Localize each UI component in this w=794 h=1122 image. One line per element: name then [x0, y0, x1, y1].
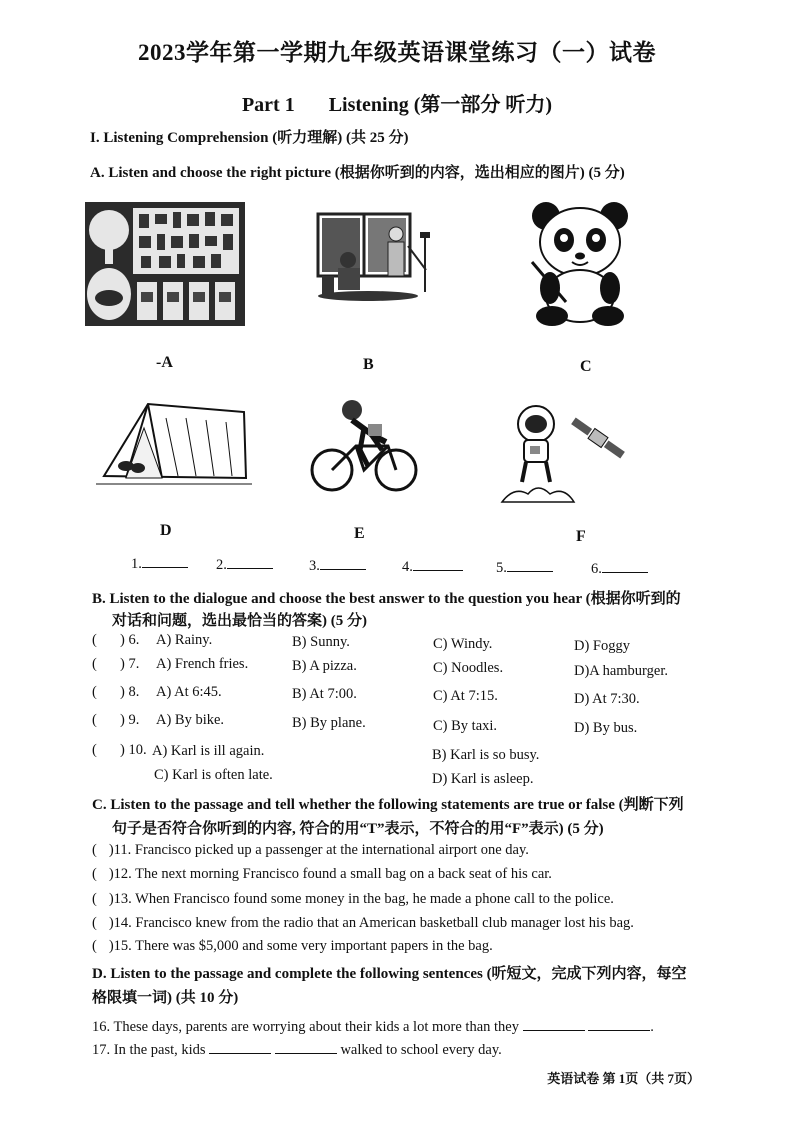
option-c: C) Noodles.	[433, 660, 504, 676]
sentence-17	[92, 1039, 502, 1059]
section-a-heading: A. Listen and choose the right picture (根据你听到的内容，选出相应的图片) (5 分)	[90, 165, 625, 181]
answer-blank-4[interactable]	[402, 556, 463, 576]
picture-d-tent	[96, 398, 252, 488]
statement-text: )12. The next morning Francisco found a small bag on a back seat of his car.	[108, 866, 552, 882]
sentence-text: walked to school every day.	[340, 1042, 502, 1058]
option-b: B) At 7:00.	[292, 686, 357, 702]
answer-blank-6[interactable]	[591, 558, 648, 578]
sentence-text: 17. In the past, kids	[92, 1042, 206, 1058]
answer-paren[interactable]: (	[92, 712, 97, 728]
option-a: A) Rainy.	[156, 632, 213, 648]
tf-statement-15[interactable]	[92, 938, 493, 955]
picture-label-e: E	[354, 525, 365, 542]
picture-c-panda	[526, 198, 636, 328]
option-c: C) Karl is often late.	[154, 767, 273, 783]
section-c-heading-line1: C. Listen to the passage and tell whether the following statements are true or false (判断下列	[92, 797, 684, 813]
answer-paren[interactable]: (	[92, 684, 97, 700]
question-number: ) 9.	[120, 712, 140, 728]
blank-number: 2.	[216, 557, 227, 573]
option-d: D) At 7:30.	[574, 691, 640, 707]
option-a: A) By bike.	[156, 712, 225, 728]
option-c: C) At 7:15.	[433, 688, 498, 704]
answer-paren[interactable]: (	[92, 632, 97, 648]
answer-blank-3[interactable]	[309, 555, 366, 575]
picture-label-b: B	[363, 356, 374, 373]
blank-number: 4.	[402, 559, 413, 575]
fill-blank-17a[interactable]	[209, 1039, 271, 1054]
part-name: Part 1	[241, 94, 295, 116]
statement-text: )11. Francisco picked up a passenger at the international airport one day.	[108, 842, 529, 858]
option-b: B) Sunny.	[292, 634, 350, 650]
section-1-heading: I. Listening Comprehension (听力理解) (共 25 分)	[90, 130, 409, 146]
blank-number: 6.	[591, 561, 602, 577]
option-d: D) Foggy	[574, 638, 630, 654]
picture-label-f: F	[576, 528, 586, 545]
option-d: D)A hamburger.	[574, 663, 668, 679]
part-heading	[0, 88, 794, 117]
section-d-heading-line2: 格限填一词) (共 10 分)	[92, 990, 239, 1006]
blank-number: 5.	[496, 560, 507, 576]
picture-b-cleaning	[308, 210, 440, 302]
part-label: Listening (第一部分 听力)	[328, 94, 553, 116]
fill-blank-16b[interactable]	[588, 1016, 650, 1031]
picture-label-c: C	[580, 358, 592, 375]
answer-paren[interactable]: (	[92, 742, 97, 758]
page-footer: 英语试卷 第 1页（共 7页）	[547, 1071, 700, 1086]
answer-paren[interactable]: (	[92, 938, 97, 954]
statement-text: )13. When Francisco found some money in the bag, he made a phone call to the police.	[108, 891, 614, 907]
fill-blank-16a[interactable]	[523, 1016, 585, 1031]
option-a: A) At 6:45.	[156, 684, 222, 700]
answer-blank-2[interactable]	[216, 554, 273, 574]
option-d: D) By bus.	[574, 720, 638, 736]
option-b: B) By plane.	[292, 715, 366, 731]
answer-paren[interactable]: (	[92, 915, 97, 931]
option-a: A) Karl is ill again.	[152, 743, 265, 759]
section-c-heading-line2: 句子是否符合你听到的内容, 符合的用“T”表示，不符合的用“F”表示) (5 分)	[112, 821, 604, 837]
sentence-16: 16. These days, parents are worrying about their kids a lot more than they .	[92, 1016, 654, 1036]
option-b: B) A pizza.	[292, 658, 357, 674]
option-d: D) Karl is asleep.	[432, 771, 534, 787]
answer-paren[interactable]: (	[92, 866, 97, 882]
tf-statement-13[interactable]	[92, 891, 614, 908]
section-b-heading-line1: B. Listen to the dialogue and choose the best answer to the question you hear (根据你听到的	[92, 591, 681, 607]
section-d-heading-line1: D. Listen to the passage and complete the following sentences (听短文，完成下列内容，每空	[92, 966, 687, 982]
picture-label-a: -A	[156, 354, 173, 371]
tf-statement-14[interactable]	[92, 915, 634, 932]
exam-title: 2023学年第一学期九年级英语课堂练习（一）试卷	[138, 40, 656, 65]
option-c: C) By taxi.	[433, 718, 498, 734]
question-number: ) 8.	[120, 684, 140, 700]
sentence-text: 16. These days, parents are worrying about their kids a lot more than they	[92, 1019, 519, 1035]
blank-number: 3.	[309, 558, 320, 574]
tf-statement-11[interactable]	[92, 842, 529, 859]
question-number: ) 7.	[120, 656, 140, 672]
question-number: ) 10.	[120, 742, 147, 758]
statement-text: )15. There was $5,000 and some very important papers in the bag.	[108, 938, 493, 954]
picture-a-recycling-poster	[85, 202, 245, 326]
question-number: ) 6.	[120, 632, 140, 648]
answer-paren[interactable]: (	[92, 842, 97, 858]
option-b: B) Karl is so busy.	[432, 747, 540, 763]
answer-paren[interactable]: (	[92, 891, 97, 907]
option-c: C) Windy.	[433, 636, 493, 652]
option-a: A) French fries.	[156, 656, 249, 672]
answer-blank-5[interactable]	[496, 557, 553, 577]
picture-label-d: D	[160, 522, 172, 539]
statement-text: )14. Francisco knew from the radio that an American basketball club manager lost his bag.	[108, 915, 634, 931]
answer-blank-1[interactable]	[131, 553, 188, 573]
blank-number: 1.	[131, 556, 142, 572]
fill-blank-17b[interactable]	[275, 1039, 337, 1054]
picture-f-astronaut	[494, 398, 634, 508]
section-b-heading-line2: 对话和问题，选出最恰当的答案) (5 分)	[112, 613, 367, 629]
tf-statement-12[interactable]	[92, 866, 552, 883]
picture-e-cyclist	[308, 396, 418, 496]
answer-paren[interactable]: (	[92, 656, 97, 672]
